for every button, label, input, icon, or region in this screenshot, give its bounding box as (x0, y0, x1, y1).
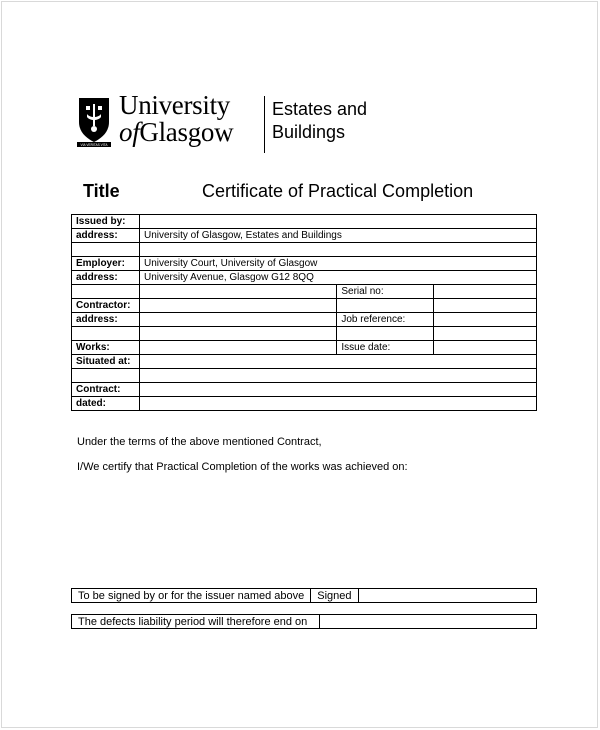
form-row (72, 327, 537, 341)
logo-divider (264, 96, 265, 153)
blank-field[interactable] (139, 285, 336, 299)
blank-field[interactable] (434, 299, 537, 313)
form-row (72, 243, 537, 257)
form-row (72, 257, 537, 271)
form-row (72, 271, 537, 285)
document-title: Certificate of Practical Completion (202, 181, 474, 201)
issue-date-field[interactable] (434, 341, 537, 355)
job-reference-label: Job reference: (337, 313, 434, 327)
signed-label: Signed (311, 589, 358, 603)
blank-field[interactable] (139, 369, 536, 383)
signature-field[interactable] (358, 589, 536, 603)
terms-paragraph: Under the terms of the above mentioned Contract, (77, 436, 322, 448)
employer-address-field[interactable]: University Avenue, Glasgow G12 8QQ (139, 271, 536, 285)
blank-field[interactable] (434, 327, 537, 341)
contract-field[interactable] (139, 383, 536, 397)
works-label: Works: (72, 341, 140, 355)
university-line1: University (119, 90, 230, 120)
issue-date-label: Issue date: (337, 341, 434, 355)
crest-motto: VIA VERITAS VITA (80, 143, 108, 147)
contractor-address-label: address: (72, 313, 140, 327)
issued-by-address-field[interactable]: University of Glasgow, Estates and Buildings (139, 229, 536, 243)
university-line2-text: Glasgow (139, 117, 234, 147)
department-name (272, 98, 367, 144)
blank-field[interactable] (139, 243, 536, 257)
form-row (72, 397, 537, 411)
department-line2: Buildings (272, 122, 346, 142)
signature-row (72, 589, 537, 603)
dated-field[interactable] (139, 397, 536, 411)
works-field[interactable] (139, 341, 336, 355)
contractor-address-field[interactable] (139, 313, 336, 327)
signed-by-label: To be signed by or for the issuer named above (72, 589, 311, 603)
defects-end-date-field[interactable] (319, 615, 536, 629)
blank-field[interactable] (139, 327, 336, 341)
contractor-label: Contractor: (72, 299, 140, 313)
contractor-field[interactable] (139, 299, 336, 313)
university-line2-prefix: of (119, 117, 140, 147)
job-reference-field[interactable] (434, 313, 537, 327)
form-row (72, 383, 537, 397)
university-line2 (119, 119, 233, 146)
employer-address-label: address: (72, 271, 140, 285)
blank-label (72, 369, 140, 383)
form-row (72, 313, 537, 327)
university-crest-icon (76, 96, 112, 148)
blank-label (337, 327, 434, 341)
form-row (72, 369, 537, 383)
blank-label (72, 327, 140, 341)
contract-label: Contract: (72, 383, 140, 397)
certify-paragraph: I/We certify that Practical Completion of the works was achieved on: (77, 461, 408, 473)
signature-table (71, 588, 537, 603)
issued-by-label: Issued by: (72, 215, 140, 229)
serial-field[interactable] (434, 285, 537, 299)
issued-by-field[interactable] (139, 215, 536, 229)
serial-label: Serial no: (337, 285, 434, 299)
blank-label (72, 243, 140, 257)
form-row (72, 229, 537, 243)
defects-row (72, 615, 537, 629)
details-form (71, 214, 537, 411)
form-row (72, 341, 537, 355)
form-row (72, 355, 537, 369)
blank-label (72, 285, 140, 299)
situated-field[interactable] (139, 355, 536, 369)
employer-field[interactable]: University Court, University of Glasgow (139, 257, 536, 271)
defects-label: The defects liability period will therefore end on (72, 615, 320, 629)
blank-label (337, 299, 434, 313)
university-wordmark (119, 92, 233, 146)
form-row (72, 299, 537, 313)
employer-label: Employer: (72, 257, 140, 271)
form-row (72, 285, 537, 299)
situated-label: Situated at: (72, 355, 140, 369)
department-line1: Estates and (272, 99, 368, 119)
dated-label: dated: (72, 397, 140, 411)
form-row (72, 215, 537, 229)
defects-table (71, 614, 537, 629)
issued-by-address-label: address: (72, 229, 140, 243)
title-label: Title (83, 181, 120, 201)
